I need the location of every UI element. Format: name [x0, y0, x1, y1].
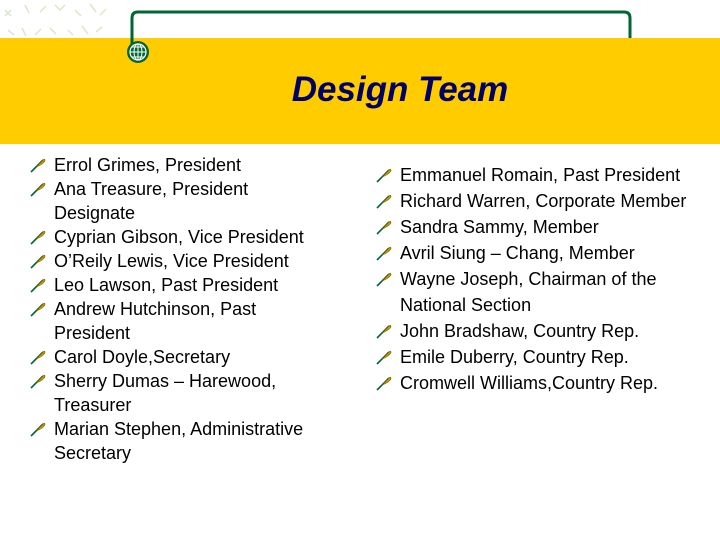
list-item — [30, 297, 320, 345]
list-item-text: Avril Siung – Chang, Member — [400, 243, 635, 263]
list-item — [376, 266, 706, 318]
quill-pen-bullet-icon — [376, 323, 392, 339]
quill-pen-bullet-icon — [376, 349, 392, 365]
quill-pen-bullet-icon — [376, 219, 392, 235]
quill-pen-bullet-icon — [376, 193, 392, 209]
list-item-text: Sandra Sammy, Member — [400, 217, 599, 237]
quill-pen-bullet-icon — [30, 373, 46, 389]
list-item — [30, 225, 320, 249]
right-member-list — [376, 162, 706, 396]
quill-pen-bullet-icon — [30, 277, 46, 293]
list-item-text: O’Reily Lewis, Vice President — [54, 251, 289, 271]
list-item-text: Emile Duberry, Country Rep. — [400, 347, 629, 367]
list-item-text: Richard Warren, Corporate Member — [400, 191, 687, 211]
list-item-text: Marian Stephen, Administrative Secretary — [54, 419, 304, 463]
list-item — [30, 369, 320, 417]
list-item — [376, 370, 706, 396]
quill-pen-bullet-icon — [376, 245, 392, 261]
quill-pen-bullet-icon — [30, 301, 46, 317]
list-item-text: Sherry Dumas – Harewood, Treasurer — [54, 371, 277, 415]
list-item — [30, 345, 320, 369]
list-item-text: John Bradshaw, Country Rep. — [400, 321, 640, 341]
left-member-list — [30, 153, 320, 465]
list-item — [376, 240, 706, 266]
quill-pen-bullet-icon — [30, 157, 46, 173]
list-item — [376, 214, 706, 240]
list-item — [30, 249, 320, 273]
quill-pen-bullet-icon — [376, 167, 392, 183]
quill-pen-bullet-icon — [376, 375, 392, 391]
list-item — [376, 318, 706, 344]
list-item-text: Carol Doyle,Secretary — [54, 347, 231, 367]
list-item-text: Ana Treasure, President Designate — [54, 179, 249, 223]
quill-pen-bullet-icon — [30, 253, 46, 269]
list-item — [376, 188, 706, 214]
quill-pen-bullet-icon — [376, 271, 392, 287]
list-item-text: Cyprian Gibson, Vice President — [54, 227, 304, 247]
quill-pen-bullet-icon — [30, 181, 46, 197]
list-item — [376, 162, 706, 188]
globe-icon — [127, 41, 149, 63]
quill-pen-bullet-icon — [30, 229, 46, 245]
quill-pen-bullet-icon — [30, 421, 46, 437]
list-item — [30, 177, 320, 225]
list-item-text: Andrew Hutchinson, Past President — [54, 299, 257, 343]
quill-pen-bullet-icon — [30, 349, 46, 365]
list-item-text: Wayne Joseph, Chairman of the National Section — [400, 269, 657, 315]
list-item — [30, 153, 320, 177]
list-item-text: Errol Grimes, President — [54, 155, 242, 175]
slide-title: Design Team — [291, 70, 509, 109]
list-item-text: Cromwell Williams,Country Rep. — [400, 373, 659, 393]
list-item — [30, 273, 320, 297]
list-item — [30, 417, 320, 465]
list-item-text: Leo Lawson, Past President — [54, 275, 279, 295]
list-item-text: Emmanuel Romain, Past President — [400, 165, 681, 185]
list-item — [376, 344, 706, 370]
